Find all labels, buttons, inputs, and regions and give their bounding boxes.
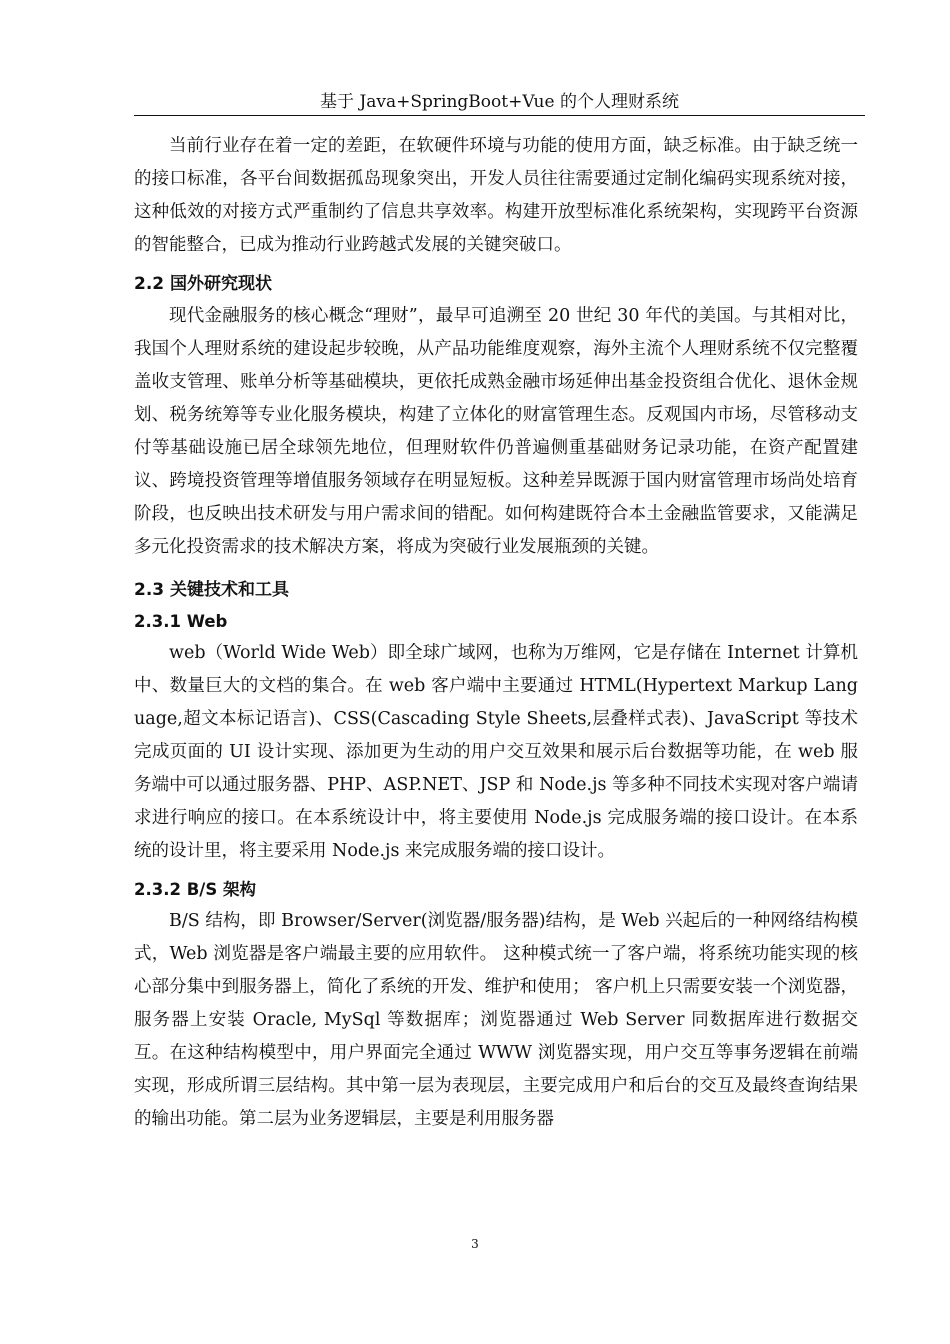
section-heading-2-3: 2.3 关键技术和工具 bbox=[134, 580, 290, 600]
subsection-heading-2-3-1: 2.3.1 Web bbox=[134, 612, 228, 631]
header-rule bbox=[134, 115, 865, 116]
paragraph-web: web（World Wide Web）即全球广域网，也称为万维网，它是存储在 Internet 计算机中、数量巨大的文档的集合。在 web 客户端中主要通过 HTML(Hypertext Markup Language,超文本标记语言)、CSS(Cascading Style Sheets,层叠样式表)、JavaScript 等技术完成页面的 UI 设计实现、添加更为生动的用户交互效果和展示后台数据等功能，在 web 服务端中可以通过服务器、PHP、ASP.NET、JSP 和 Node.js 等多种不同技术实现对客户端请求进行响应的接口。在本系统设计中，将主要使用 Node.js 完成服务端的接口设计。在本系统的设计里，将主要采用 Node.js 来完成服务端的接口设计。 bbox=[134, 643, 858, 861]
page-body bbox=[134, 130, 858, 1136]
subsection-heading-2-3-2: 2.3.2 B/S 架构 bbox=[134, 880, 256, 899]
paragraph-industry-gap: 当前行业存在着一定的差距，在软硬件环境与功能的使用方面，缺乏标准。由于缺乏统一的接口标准，各平台间数据孤岛现象突出，开发人员往往需要通过定制化编码实现系统对接，这种低效的对接方式严重制约了信息共享效率。构建开放型标准化系统架构，实现跨平台资源的智能整合，已成为推动行业跨越式发展的关键突破口。 bbox=[134, 136, 858, 255]
running-header: 基于 Java+SpringBoot+Vue 的个人理财系统 bbox=[320, 92, 679, 112]
paragraph-bs-architecture: B/S 结构，即 Browser/Server(浏览器/服务器)结构，是 Web 兴起后的一种网络结构模式，Web 浏览器是客户端最主要的应用软件。 这种模式统一了客户端，将系统功能实现的核心部分集中到服务器上，简化了系统的开发、维护和使用； 客户机上只需要安装一个浏览器，服务器上安装 Oracle, MySql 等数据库；浏览器通过 Web Server 同数据库进行数据交互。在这种结构模型中，用户界面完全通过 WWW 浏览器实现，用户交互等事务逻辑在前端实现，形成所谓三层结构。其中第一层为表现层，主要完成用户和后台的交互及最终查询结果的输出功能。第二层为业务逻辑层，主要是利用服务器 bbox=[134, 911, 858, 1129]
page-number: 3 bbox=[471, 1237, 479, 1251]
section-heading-2-2: 2.2 国外研究现状 bbox=[134, 274, 273, 294]
paragraph-foreign-research: 现代金融服务的核心概念“理财”，最早可追溯至 20 世纪 30 年代的美国。与其相对比，我国个人理财系统的建设起步较晚，从产品功能维度观察，海外主流个人理财系统不仅完整覆盖收支管理、账单分析等基础模块，更依托成熟金融市场延伸出基金投资组合优化、退休金规划、税务统筹等专业化服务模块，构建了立体化的财富管理生态。反观国内市场，尽管移动支付等基础设施已居全球领先地位，但理财软件仍普遍侧重基础财务记录功能，在资产配置建议、跨境投资管理等增值服务领域存在明显短板。这种差异既源于国内财富管理市场尚处培育阶段，也反映出技术研发与用户需求间的错配。如何构建既符合本土金融监管要求，又能满足多元化投资需求的技术解决方案，将成为突破行业发展瓶颈的关键。 bbox=[134, 306, 858, 557]
